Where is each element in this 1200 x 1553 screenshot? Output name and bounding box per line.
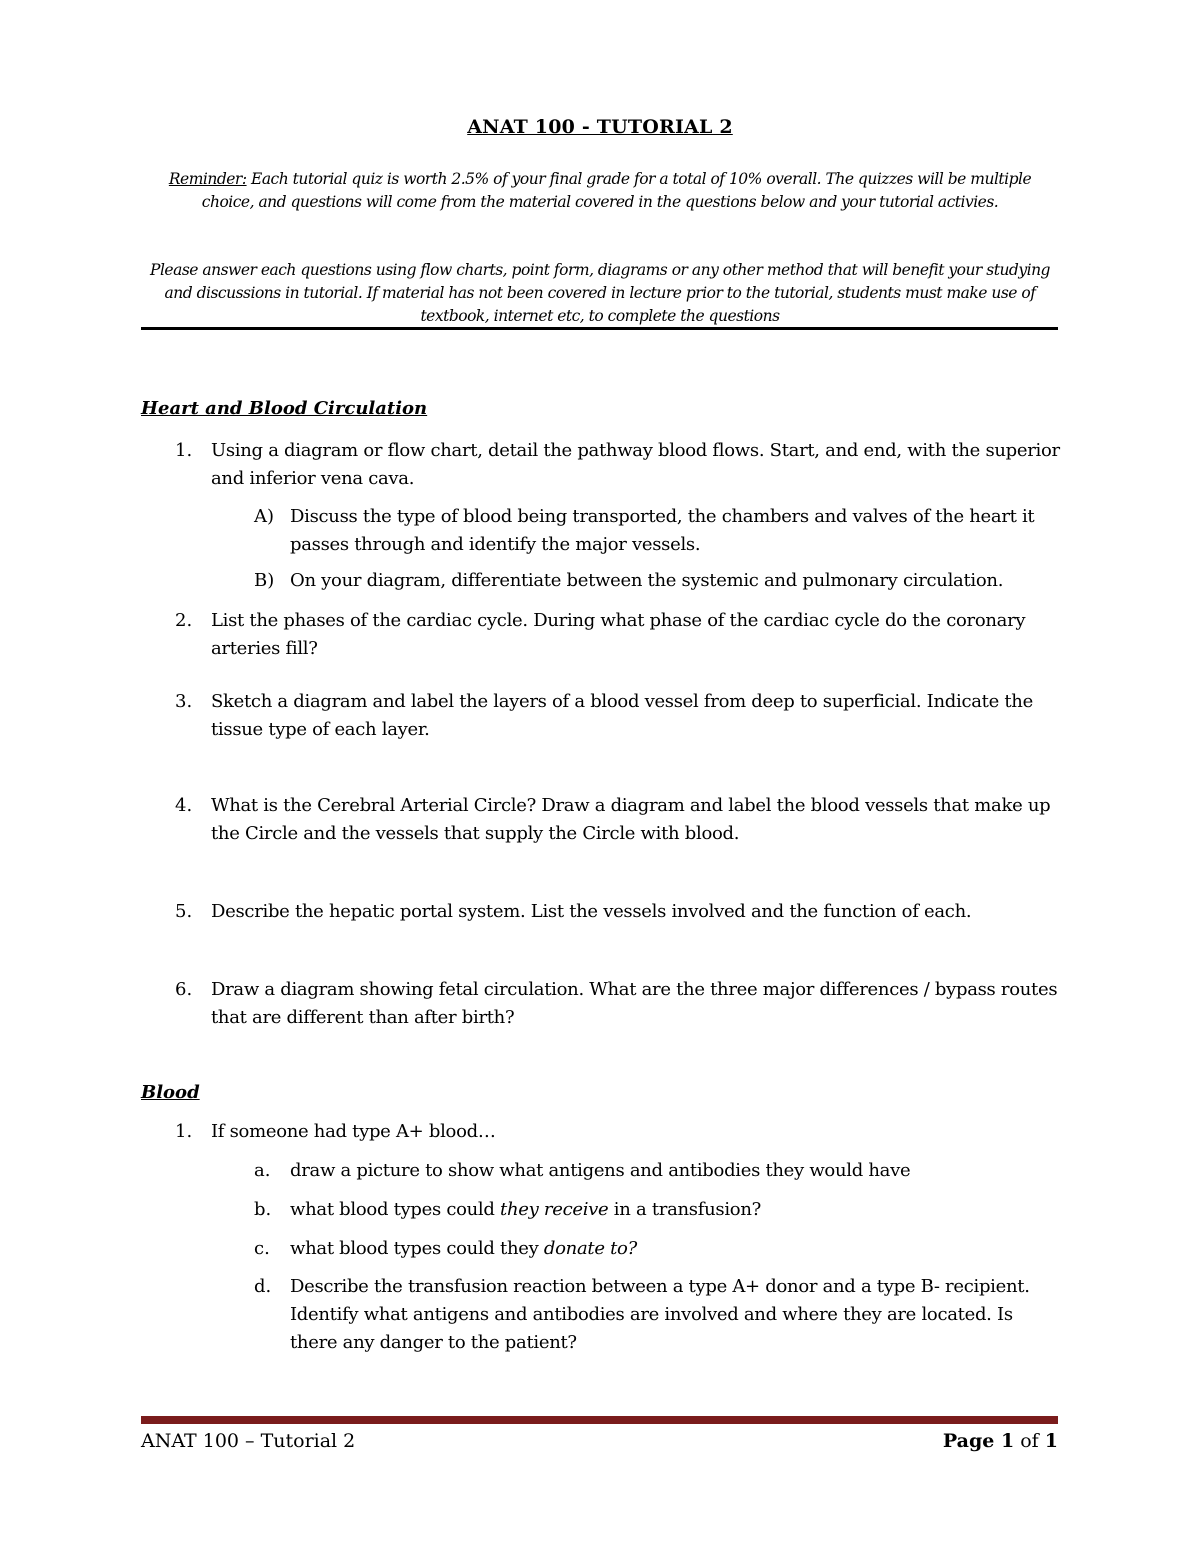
subquestion-text-emphasis: they receive	[500, 1199, 609, 1220]
page-total: 1	[1044, 1430, 1058, 1452]
subquestion-text	[290, 1196, 1065, 1224]
header-divider	[141, 327, 1058, 330]
subquestion-text-post: in a transfusion?	[608, 1199, 761, 1220]
question-number: 3.	[175, 691, 193, 712]
subquestion-label: B)	[254, 570, 275, 591]
subquestion-label: d.	[254, 1276, 272, 1297]
subquestion-text-pre: what blood types could	[290, 1199, 501, 1220]
subquestion-text: Describe the transfusion reaction between a type A+ donor and a type B- recipient. Identify what antigens and antibodies are involved and where they are located. Is there any danger to the patient?	[290, 1276, 1030, 1353]
question-text: If someone had type A+ blood…	[211, 1121, 496, 1142]
section-heading-heart: Heart and Blood Circulation	[141, 398, 428, 419]
reminder-paragraph	[148, 168, 1052, 214]
question-number: 2.	[175, 610, 193, 631]
reminder-text: Each tutorial quiz is worth 2.5% of your final grade for a total of 10% overall. The quizzes will be multiple choice, and questions will come from the material covered in the questions below and your tutorial activies.	[201, 170, 1032, 211]
instructions-paragraph: Please answer each questions using flow charts, point form, diagrams or any other method that will benefit your studying and discussions in tutorial. If material has not been covered in lecture prior to the tutorial, students must make use of textbook, internet etc, to complete the questions	[150, 261, 1050, 325]
page-current: 1	[1000, 1430, 1015, 1452]
question-number: 5.	[175, 901, 193, 922]
page-of: of	[1014, 1430, 1045, 1452]
footer-divider	[141, 1416, 1058, 1424]
subquestion-text-pre: what blood types could they	[290, 1238, 544, 1259]
question-number: 6.	[175, 979, 193, 1000]
question-text: Using a diagram or flow chart, detail the pathway blood flows. Start, and end, with the superior and inferior vena cava.	[211, 440, 1060, 489]
page-label: Page	[942, 1430, 1001, 1452]
subquestion-label: A)	[254, 506, 275, 527]
question-text: Draw a diagram showing fetal circulation. What are the three major differences / bypass routes that are different than after birth?	[211, 979, 1058, 1028]
question-text: Sketch a diagram and label the layers of a blood vessel from deep to superficial. Indicate the tissue type of each layer.	[211, 691, 1033, 740]
question-number: 1.	[175, 1121, 193, 1142]
subquestion-label: c.	[254, 1238, 270, 1259]
page-title: ANAT 100 - TUTORIAL 2	[467, 116, 733, 138]
subquestion-text	[290, 1235, 1065, 1263]
question-text: What is the Cerebral Arterial Circle? Draw a diagram and label the blood vessels that make up the Circle and the vessels that supply the Circle with blood.	[211, 795, 1051, 844]
question-number: 1.	[175, 440, 193, 461]
footer-page-number	[943, 1430, 1058, 1452]
subquestion-text: On your diagram, differentiate between the systemic and pulmonary circulation.	[290, 570, 1004, 591]
subquestion-label: b.	[254, 1199, 272, 1220]
subquestion-text-emphasis: donate to?	[543, 1238, 637, 1259]
question-text: Describe the hepatic portal system. List the vessels involved and the function of each.	[211, 901, 972, 922]
subquestion-text: Discuss the type of blood being transported, the chambers and valves of the heart it passes through and identify the major vessels.	[290, 506, 1035, 555]
footer-course-label: ANAT 100 – Tutorial 2	[141, 1430, 356, 1452]
question-text: List the phases of the cardiac cycle. During what phase of the cardiac cycle do the coronary arteries fill?	[211, 610, 1026, 659]
subquestion-text: draw a picture to show what antigens and antibodies they would have	[290, 1160, 911, 1181]
section-heading-blood: Blood	[141, 1082, 200, 1103]
reminder-label: Reminder:	[168, 170, 247, 188]
subquestion-label: a.	[254, 1160, 271, 1181]
question-number: 4.	[175, 795, 193, 816]
